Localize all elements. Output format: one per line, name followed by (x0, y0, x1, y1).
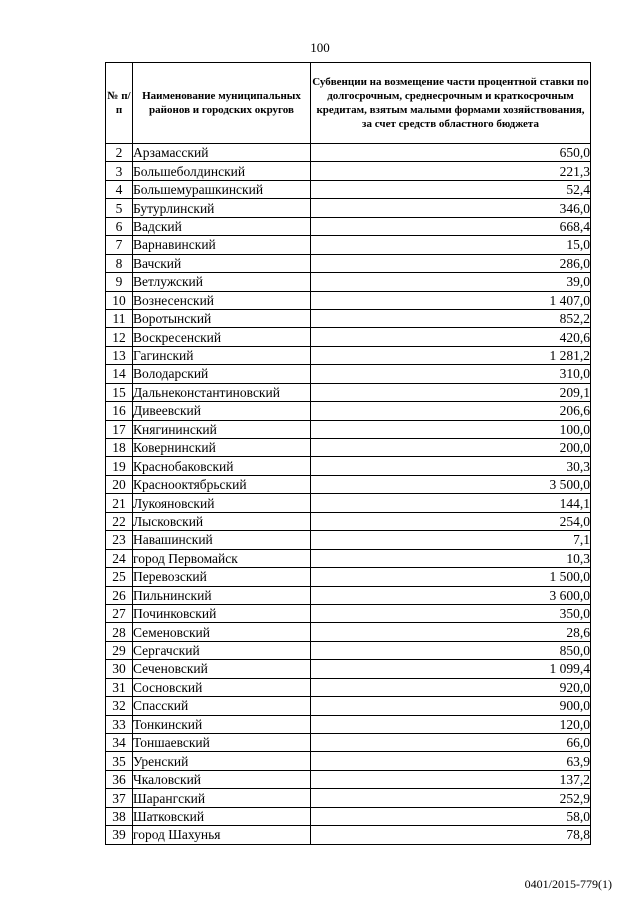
row-number: 9 (106, 273, 133, 291)
municipality-name: Краснооктябрьский (133, 475, 311, 493)
table-row (106, 734, 591, 752)
subsidy-value: 650,0 (311, 144, 591, 162)
subsidy-value: 144,1 (311, 494, 591, 512)
municipality-name: Вачский (133, 254, 311, 272)
municipality-name: Спасский (133, 697, 311, 715)
subsidy-value: 120,0 (311, 715, 591, 733)
row-number: 3 (106, 162, 133, 180)
subsidy-value: 310,0 (311, 365, 591, 383)
row-number: 13 (106, 346, 133, 364)
subsidy-value: 137,2 (311, 770, 591, 788)
municipality-name: Вознесенский (133, 291, 311, 309)
municipality-name: Бутурлинский (133, 199, 311, 217)
row-number: 4 (106, 180, 133, 198)
table-row (106, 494, 591, 512)
row-number: 28 (106, 623, 133, 641)
subsidy-value: 920,0 (311, 678, 591, 696)
table-row (106, 383, 591, 401)
table-row (106, 439, 591, 457)
table-row (106, 549, 591, 567)
municipality-name: Княгининский (133, 420, 311, 438)
subsidy-value: 63,9 (311, 752, 591, 770)
row-number: 37 (106, 789, 133, 807)
row-number: 32 (106, 697, 133, 715)
subsidy-value: 39,0 (311, 273, 591, 291)
subsidy-value: 78,8 (311, 826, 591, 844)
table-row (106, 807, 591, 825)
subsidy-value: 209,1 (311, 383, 591, 401)
subsidy-value: 58,0 (311, 807, 591, 825)
table-row (106, 144, 591, 162)
subsidy-value: 286,0 (311, 254, 591, 272)
subsidy-value: 52,4 (311, 180, 591, 198)
table-row (106, 752, 591, 770)
row-number: 19 (106, 457, 133, 475)
subsidy-value: 1 407,0 (311, 291, 591, 309)
subsidy-value: 15,0 (311, 236, 591, 254)
table-row (106, 512, 591, 530)
municipality-name: Семеновский (133, 623, 311, 641)
subsidy-value: 100,0 (311, 420, 591, 438)
subsidy-value: 221,3 (311, 162, 591, 180)
subsidy-value: 7,1 (311, 531, 591, 549)
municipality-name: Ковернинский (133, 439, 311, 457)
row-number: 39 (106, 826, 133, 844)
row-number: 27 (106, 604, 133, 622)
table-row (106, 660, 591, 678)
table-row (106, 402, 591, 420)
table-row (106, 254, 591, 272)
row-number: 29 (106, 641, 133, 659)
row-number: 15 (106, 383, 133, 401)
header-municipality: Наименование муниципальных районов и городских округов (133, 63, 311, 144)
subsidy-value: 252,9 (311, 789, 591, 807)
subsidy-value: 852,2 (311, 309, 591, 327)
table-row (106, 365, 591, 383)
row-number: 38 (106, 807, 133, 825)
table-row (106, 604, 591, 622)
page-number: 100 (310, 40, 330, 55)
municipality-name: Сергачский (133, 641, 311, 659)
municipality-name: Лукояновский (133, 494, 311, 512)
table-row (106, 715, 591, 733)
subsidy-value: 900,0 (311, 697, 591, 715)
table-row (106, 641, 591, 659)
row-number: 36 (106, 770, 133, 788)
municipality-name: Тонкинский (133, 715, 311, 733)
municipality-name: Гагинский (133, 346, 311, 364)
table-row (106, 678, 591, 696)
municipality-name: Починковский (133, 604, 311, 622)
municipality-name: Чкаловский (133, 770, 311, 788)
row-number: 17 (106, 420, 133, 438)
municipality-name: Дивеевский (133, 402, 311, 420)
table-row (106, 309, 591, 327)
row-number: 7 (106, 236, 133, 254)
subsidy-value: 1 099,4 (311, 660, 591, 678)
municipality-name: Тоншаевский (133, 734, 311, 752)
row-number: 30 (106, 660, 133, 678)
table-row (106, 291, 591, 309)
subsidy-value: 206,6 (311, 402, 591, 420)
subsidy-value: 668,4 (311, 217, 591, 235)
table-row (106, 457, 591, 475)
municipality-name: Сосновский (133, 678, 311, 696)
subsidy-value: 3 500,0 (311, 475, 591, 493)
municipality-name: Воскресенский (133, 328, 311, 346)
table-row (106, 697, 591, 715)
municipality-name: Лысковский (133, 512, 311, 530)
table-row (106, 273, 591, 291)
municipality-name: Перевозский (133, 568, 311, 586)
row-number: 24 (106, 549, 133, 567)
subsidy-value: 254,0 (311, 512, 591, 530)
row-number: 25 (106, 568, 133, 586)
row-number: 21 (106, 494, 133, 512)
municipality-name: Ветлужский (133, 273, 311, 291)
table-row (106, 199, 591, 217)
row-number: 34 (106, 734, 133, 752)
municipality-name: Большеболдинский (133, 162, 311, 180)
row-number: 6 (106, 217, 133, 235)
subsidy-value: 850,0 (311, 641, 591, 659)
table-row (106, 328, 591, 346)
row-number: 2 (106, 144, 133, 162)
row-number: 31 (106, 678, 133, 696)
table-row (106, 475, 591, 493)
row-number: 22 (106, 512, 133, 530)
municipality-name: Варнавинский (133, 236, 311, 254)
municipality-name: город Шахунья (133, 826, 311, 844)
municipality-name: Пильнинский (133, 586, 311, 604)
table-row (106, 770, 591, 788)
table-row (106, 420, 591, 438)
table-row (106, 217, 591, 235)
municipality-name: Навашинский (133, 531, 311, 549)
table-row (106, 162, 591, 180)
row-number: 16 (106, 402, 133, 420)
row-number: 14 (106, 365, 133, 383)
table-row (106, 346, 591, 364)
municipality-name: Сеченовский (133, 660, 311, 678)
table-row (106, 568, 591, 586)
municipality-name: Вадский (133, 217, 311, 235)
row-number: 26 (106, 586, 133, 604)
table-row (106, 789, 591, 807)
subsidy-value: 30,3 (311, 457, 591, 475)
row-number: 23 (106, 531, 133, 549)
subsidy-value: 350,0 (311, 604, 591, 622)
municipality-name: Володарский (133, 365, 311, 383)
row-number: 18 (106, 439, 133, 457)
municipality-name: Краснобаковский (133, 457, 311, 475)
municipality-name: город Первомайск (133, 549, 311, 567)
table-row (106, 826, 591, 844)
subsidy-value: 420,6 (311, 328, 591, 346)
table-row (106, 623, 591, 641)
header-number: № п/п (106, 63, 133, 144)
municipality-name: Шарангский (133, 789, 311, 807)
subsidy-value: 200,0 (311, 439, 591, 457)
row-number: 35 (106, 752, 133, 770)
row-number: 10 (106, 291, 133, 309)
row-number: 5 (106, 199, 133, 217)
table-header-row (106, 63, 591, 144)
municipality-name: Шатковский (133, 807, 311, 825)
municipality-name: Воротынский (133, 309, 311, 327)
municipality-name: Арзамасский (133, 144, 311, 162)
row-number: 12 (106, 328, 133, 346)
table-row (106, 531, 591, 549)
municipality-name: Дальнеконстантиновский (133, 383, 311, 401)
table-row (106, 236, 591, 254)
table-row (106, 180, 591, 198)
row-number: 33 (106, 715, 133, 733)
municipality-name: Большемурашкинский (133, 180, 311, 198)
row-number: 20 (106, 475, 133, 493)
subsidies-table (105, 62, 591, 845)
subsidy-value: 10,3 (311, 549, 591, 567)
document-code: 0401/2015-779(1) (524, 877, 612, 891)
subsidy-value: 28,6 (311, 623, 591, 641)
table-row (106, 586, 591, 604)
subsidy-value: 346,0 (311, 199, 591, 217)
subsidy-value: 66,0 (311, 734, 591, 752)
subsidy-value: 1 500,0 (311, 568, 591, 586)
row-number: 8 (106, 254, 133, 272)
subsidy-value: 3 600,0 (311, 586, 591, 604)
subsidy-value: 1 281,2 (311, 346, 591, 364)
header-subsidy: Субвенции на возмещение части процентной ставки по долгосрочным, среднесрочным и краткосрочным кредитам, взятым малыми формами хозяйствования, за счет средств областного бюджета (311, 63, 591, 144)
municipality-name: Уренский (133, 752, 311, 770)
row-number: 11 (106, 309, 133, 327)
